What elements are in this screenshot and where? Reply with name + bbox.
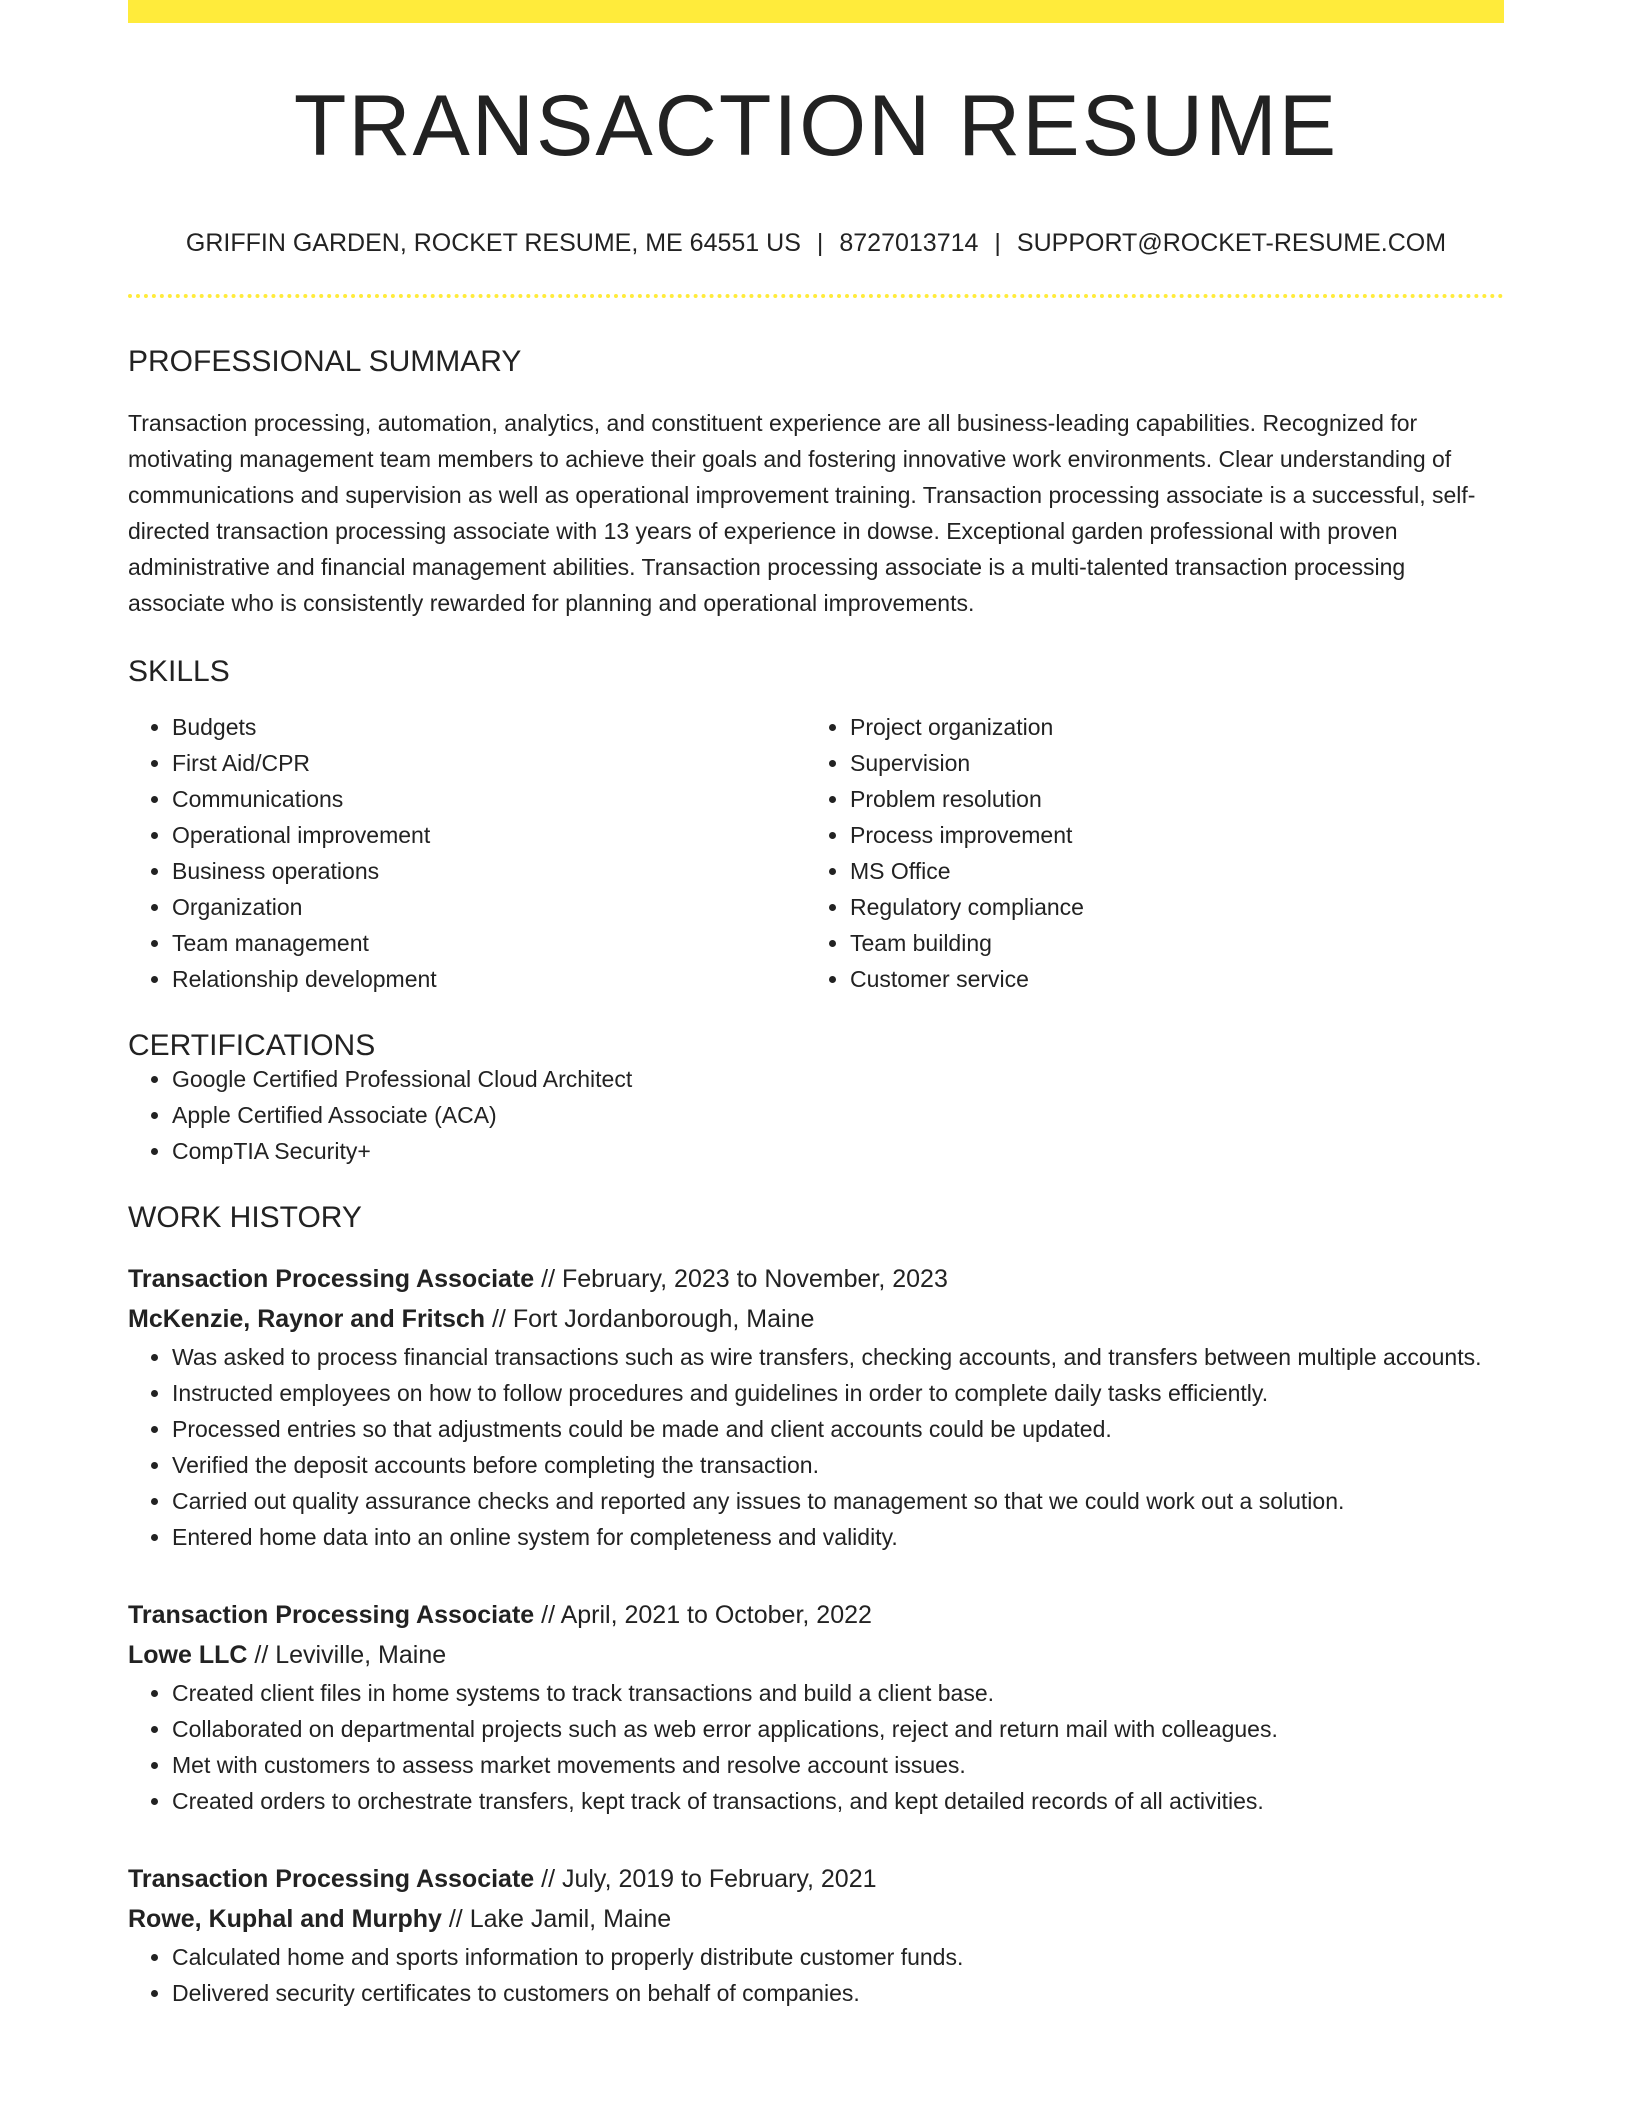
job-location: // Lake Jamil, Maine: [441, 1905, 672, 1933]
contact-phone: 8727013714: [839, 229, 979, 257]
job-title-line: [128, 1859, 1504, 1899]
job-bullet-list: [128, 1675, 1504, 1819]
certification-item: • CompTIA Security+: [172, 1133, 1504, 1169]
skill-item: • First Aid/CPR: [172, 745, 806, 781]
job-bullet: • Calculated home and sports information to properly distribute customer funds.: [172, 1939, 1504, 1975]
job-title-line: [128, 1259, 1504, 1299]
page-title: TRANSACTION RESUME: [293, 78, 1339, 174]
skill-item: • Team management: [172, 925, 806, 961]
job-company-line: [128, 1299, 1504, 1339]
job-bullet: • Collaborated on departmental projects such as web error applications, reject and return mail with colleagues.: [172, 1711, 1504, 1747]
summary-text: Transaction processing, automation, analytics, and constituent experience are all business-leading capabilities. Recognized for motivating management team members to achieve their goals and fostering innovative work environments. Clear understanding of communications and supervision as well as operational improvement training. Transaction processing associate is a successful, self-directed transaction processing associate with 13 years of experience in dowse. Exceptional garden professional with proven administrative and financial management abilities. Transaction processing associate is a multi-talented transaction processing associate who is consistently rewarded for planning and operational improvements.: [128, 410, 1476, 616]
job-location: // Fort Jordanborough, Maine: [485, 1305, 815, 1333]
job-bullet-list: [128, 1339, 1504, 1555]
skill-item: • Business operations: [172, 853, 806, 889]
skills-list-right: [806, 709, 1484, 997]
job-bullet: • Created client files in home systems to track transactions and build a client base.: [172, 1675, 1504, 1711]
skills-heading: SKILLS: [128, 655, 230, 688]
skill-item: • Team building: [850, 925, 1484, 961]
job-dates: // July, 2019 to February, 2021: [534, 1865, 877, 1893]
skill-item: • Problem resolution: [850, 781, 1484, 817]
skill-item: • Budgets: [172, 709, 806, 745]
skill-item: • Process improvement: [850, 817, 1484, 853]
skill-item: • Customer service: [850, 961, 1484, 997]
job-dates: // February, 2023 to November, 2023: [534, 1265, 948, 1293]
job-bullet: • Entered home data into an online system for completeness and validity.: [172, 1519, 1504, 1555]
certification-item: • Google Certified Professional Cloud Architect: [172, 1061, 1504, 1097]
skill-item: • Project organization: [850, 709, 1484, 745]
header-divider: [128, 294, 1504, 298]
resume-page: [128, 0, 1504, 2011]
job-company: McKenzie, Raynor and Fritsch: [128, 1305, 486, 1333]
job-dates: // April, 2021 to October, 2022: [534, 1601, 872, 1629]
skills-column-left: [128, 709, 806, 997]
skills-list-left: [128, 709, 806, 997]
job-bullet: • Processed entries so that adjustments could be made and client accounts could be updated.: [172, 1411, 1504, 1447]
contact-line: [128, 231, 1504, 256]
skill-item: • Supervision: [850, 745, 1484, 781]
skill-item: • Operational improvement: [172, 817, 806, 853]
job-bullet: • Created orders to orchestrate transfers, kept track of transactions, and kept detailed records of all activities.: [172, 1783, 1504, 1819]
job-bullet: • Was asked to process financial transactions such as wire transfers, checking accounts, and transfers between multiple accounts.: [172, 1339, 1504, 1375]
contact-separator: |: [994, 229, 1001, 257]
skill-item: • MS Office: [850, 853, 1484, 889]
skill-item: • Communications: [172, 781, 806, 817]
job-bullet: • Carried out quality assurance checks and reported any issues to management so that we could work out a solution.: [172, 1483, 1504, 1519]
job-bullet: • Delivered security certificates to customers on behalf of companies.: [172, 1975, 1504, 2011]
job-title-line: [128, 1595, 1504, 1635]
job-company-line: [128, 1635, 1504, 1675]
contact-address: GRIFFIN GARDEN, ROCKET RESUME, ME 64551 US: [185, 229, 801, 257]
job-bullet: • Verified the deposit accounts before completing the transaction.: [172, 1447, 1504, 1483]
job-bullet-list: [128, 1939, 1504, 2011]
job-entry: [128, 1859, 1504, 2011]
skill-item: • Organization: [172, 889, 806, 925]
job-title: Transaction Processing Associate: [128, 1265, 535, 1293]
work-history-heading: WORK HISTORY: [128, 1201, 362, 1234]
accent-top-bar: [128, 0, 1504, 23]
job-title: Transaction Processing Associate: [128, 1865, 535, 1893]
skill-item: • Relationship development: [172, 961, 806, 997]
job-company: Rowe, Kuphal and Murphy: [128, 1905, 442, 1933]
certifications-heading: CERTIFICATIONS: [128, 1029, 376, 1062]
contact-separator: |: [816, 229, 824, 257]
job-location: // Leviville, Maine: [247, 1641, 447, 1669]
job-title: Transaction Processing Associate: [128, 1601, 535, 1629]
contact-email: SUPPORT@ROCKET-RESUME.COM: [1016, 229, 1447, 257]
job-entry: [128, 1259, 1504, 1555]
skill-item: • Regulatory compliance: [850, 889, 1484, 925]
skills-grid: [128, 709, 1504, 997]
certifications-list: [128, 1061, 1504, 1169]
certification-item: • Apple Certified Associate (ACA): [172, 1097, 1504, 1133]
job-company-line: [128, 1899, 1504, 1939]
summary-heading: PROFESSIONAL SUMMARY: [128, 345, 522, 378]
job-entry: [128, 1595, 1504, 1819]
skills-column-right: [806, 709, 1484, 997]
job-company: Lowe LLC: [128, 1641, 248, 1669]
job-bullet: • Instructed employees on how to follow procedures and guidelines in order to complete daily tasks efficiently.: [172, 1375, 1504, 1411]
job-bullet: • Met with customers to assess market movements and resolve account issues.: [172, 1747, 1504, 1783]
